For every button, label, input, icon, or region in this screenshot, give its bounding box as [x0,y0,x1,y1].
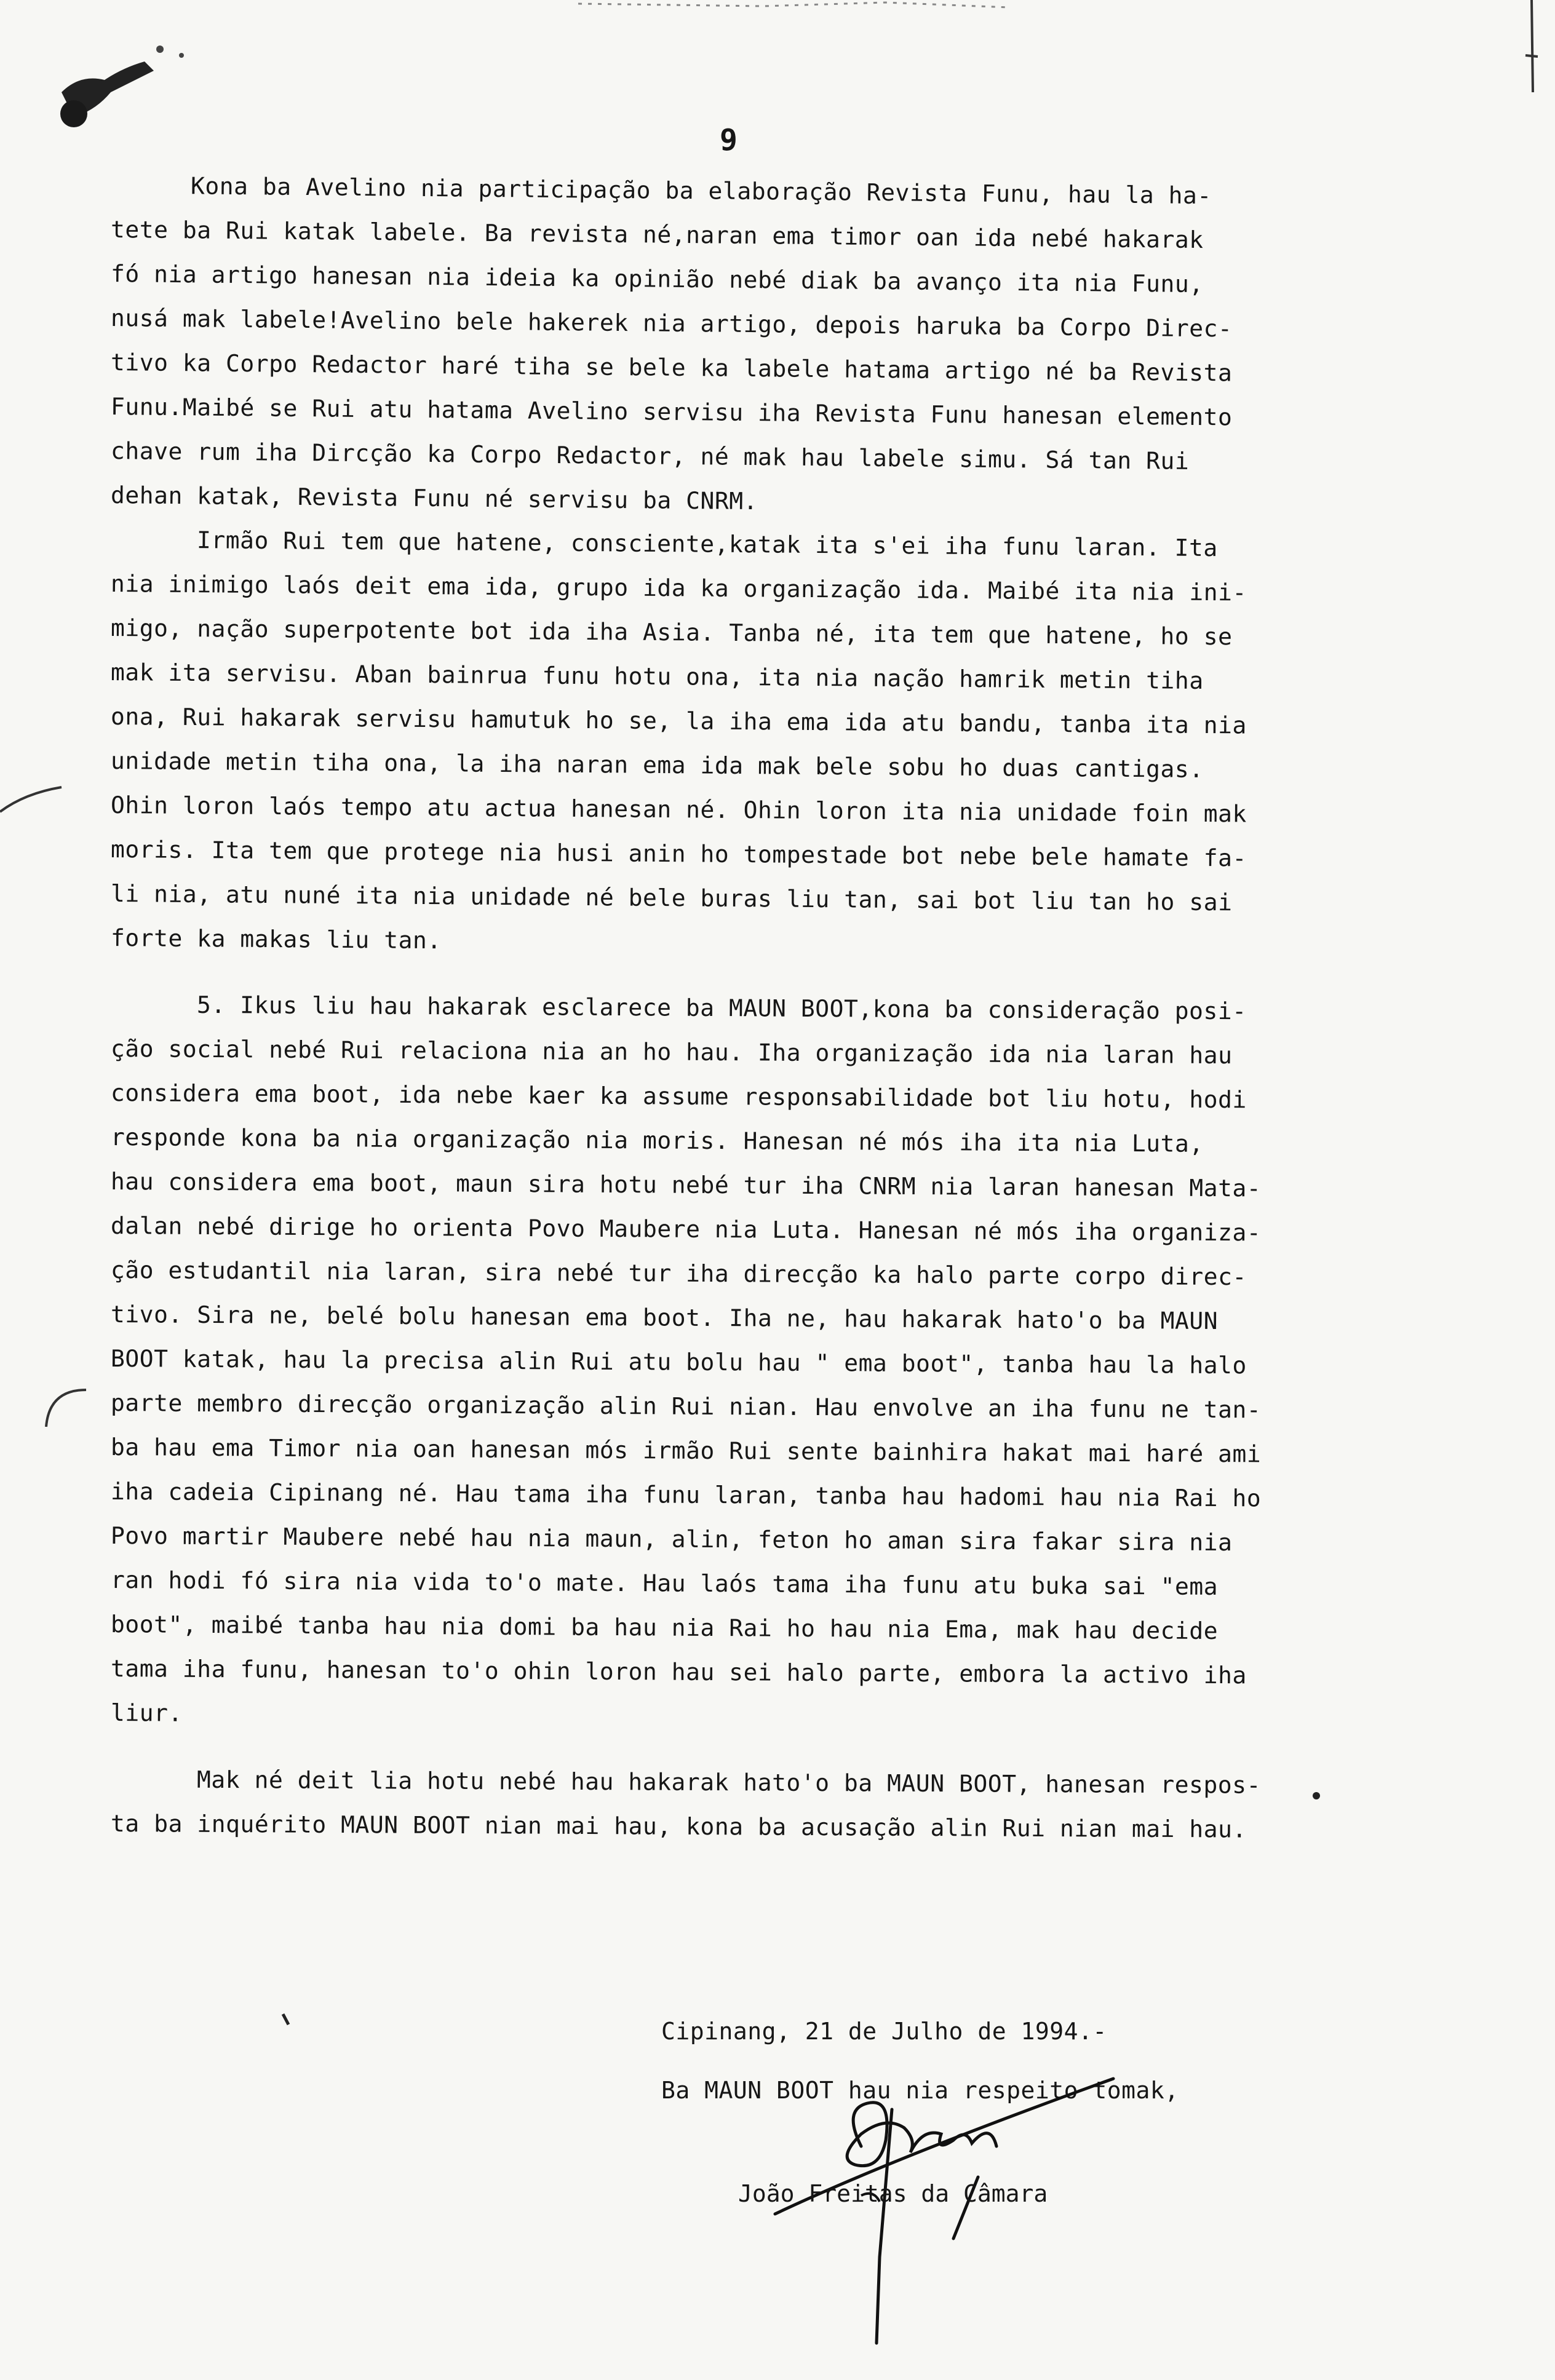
text-line: moris. Ita tem que protege nia husi anin ho tompestade bot nebe bele hamate fa- [110,836,1247,872]
text-line: ona, Rui hakarak servisu hamutuk ho se, la iha ema ida atu bandu, tanba ita nia [110,703,1247,739]
scan-artifact-top-edge-icon [578,0,1009,25]
text-line: li nia, atu nuné ita nia unidade né bele buras liu tan, sai bot liu tan ho sai [110,880,1233,916]
text-line: dehan katak, Revista Funu né servisu ba CNRM. [110,482,758,515]
text-line: Ohin loron laós tempo atu actua hanesan né. Ohin loron ita nia unidade foin mak [110,791,1247,828]
scan-artifact-tick-icon [280,2011,292,2029]
text-line: forte ka makas liu tan. [110,924,442,954]
text-line: 5. Ikus liu hau hakarak esclarece ba MAUN BOOT,kona ba consideração posi- [196,991,1247,1025]
text-line: mak ita servisu. Aban bainrua funu hotu ona, ita nia nação hamrik metin tiha [110,659,1204,694]
text-line: BOOT katak, hau la precisa alin Rui atu bolu hau " ema boot", tanba hau la halo [110,1345,1247,1379]
text-line: fó nia artigo hanesan nia ideia ka opinião nebé diak ba avanço ita nia Funu, [110,260,1204,298]
text-line: Mak né deit lia hotu nebé hau hakarak hato'o ba MAUN BOOT, hanesan respos- [196,1766,1262,1799]
salutation: Ba MAUN BOOT hau nia respeito tomak, [661,2077,1179,2104]
text-line: parte membro direcção organização alin Rui nian. Hau envolve an iha funu ne tan- [110,1389,1262,1424]
text-line: responde kona ba nia organização nia moris. Hanesan né mós iha ita nia Luta, [110,1124,1204,1157]
text-line: Irmão Rui tem que hatene, consciente,katak ita s'ei iha funu laran. Ita [196,526,1218,562]
scan-artifact-left-mark-icon [0,781,68,824]
text-line: chave rum iha Dircção ka Corpo Redactor, né mak hau labele simu. Sá tan Rui [110,437,1190,475]
paragraph-revista-funu [111,163,1452,517]
text-line: dalan nebé dirige ho orienta Povo Maubere nia Luta. Hanesan né mós iha organiza- [110,1212,1262,1247]
text-line: ção estudantil nia laran, sira nebé tur iha direcção ka halo parte corpo direc- [110,1256,1247,1291]
text-line: migo, nação superpotente bot ida iha Asia. Tanba né, ita tem que hatene, ho se [110,614,1233,651]
text-line: tama iha funu, hanesan to'o ohin loron hau sei halo parte, embora la activo iha [110,1655,1247,1689]
letter-body [111,163,1452,1846]
text-line: hau considera ema boot, maun sira hotu nebé tur iha CNRM nia laran hanesan Mata- [110,1168,1262,1202]
text-line: ta ba inquérito MAUN BOOT nian mai hau, kona ba acusação alin Rui nian mai hau. [110,1810,1247,1843]
scan-artifact-left-bracket-icon [37,1384,92,1439]
text-line: ba hau ema Timor nia oan hanesan mós irmão Rui sente bainhira hakat mai haré ami [110,1434,1262,1468]
text-line: Povo martir Maubere nebé hau nia maun, alin, feton ho aman sira fakar sira nia [110,1522,1233,1557]
text-line: boot", maibé tanba hau nia domi ba hau nia Rai ho hau nia Ema, mak hau decide [110,1611,1219,1644]
text-line: ran hodi fó sira nia vida to'o mate. Hau laós tama iha funu atu buka sai "ema [110,1566,1219,1600]
text-line: unidade metin tiha ona, la iha naran ema ida mak bele sobu ho duas cantigas. [110,747,1204,783]
text-line: nusá mak labele!Avelino bele hakerek nia artigo, depois haruka ba Corpo Direc- [110,304,1233,343]
place-date: Cipinang, 21 de Julho de 1994.- [661,2018,1107,2045]
scan-artifact-top-left-icon [37,25,197,148]
paragraph-maun-boot [111,982,1452,1735]
paragraph-irmao-rui [111,517,1452,960]
paragraph-conclusion [111,1757,1452,1846]
text-line: tivo. Sira ne, belé bolu hanesan ema boot. Iha ne, hau hakarak hato'o ba MAUN [110,1301,1219,1335]
text-line: ção social nebé Rui relaciona nia an ho hau. Iha organização ida nia laran hau [110,1035,1233,1069]
text-line: iha cadeia Cipinang né. Hau tama iha funu laran, tanba hau hadomi hau nia Rai ho [110,1478,1262,1512]
text-line: Funu.Maibé se Rui atu hatama Avelino servisu iha Revista Funu hanesan elemento [110,393,1233,431]
text-line: considera ema boot, ida nebe kaer ka assume responsabilidade bot liu hotu, hodi [110,1079,1247,1114]
text-line: nia inimigo laós deit ema ida, grupo ida ka organização ida. Maibé ita nia ini- [110,570,1247,606]
text-line: Kona ba Avelino nia participação ba elaboração Revista Funu, hau la ha- [190,172,1212,210]
scan-artifact-right-edge-icon [1513,0,1550,92]
text-line: tete ba Rui katak labele. Ba revista né,naran ema timor oan ida nebé hakarak [110,216,1204,254]
handwritten-signature-icon [769,2073,1138,2355]
page-number: 9 [720,123,738,157]
text-line: liur. [110,1699,183,1727]
text-line: tivo ka Corpo Redactor haré tiha se bele ka labele hatama artigo né ba Revista [110,349,1233,387]
signer-name: João Freitas da Câmara [738,2180,1048,2207]
